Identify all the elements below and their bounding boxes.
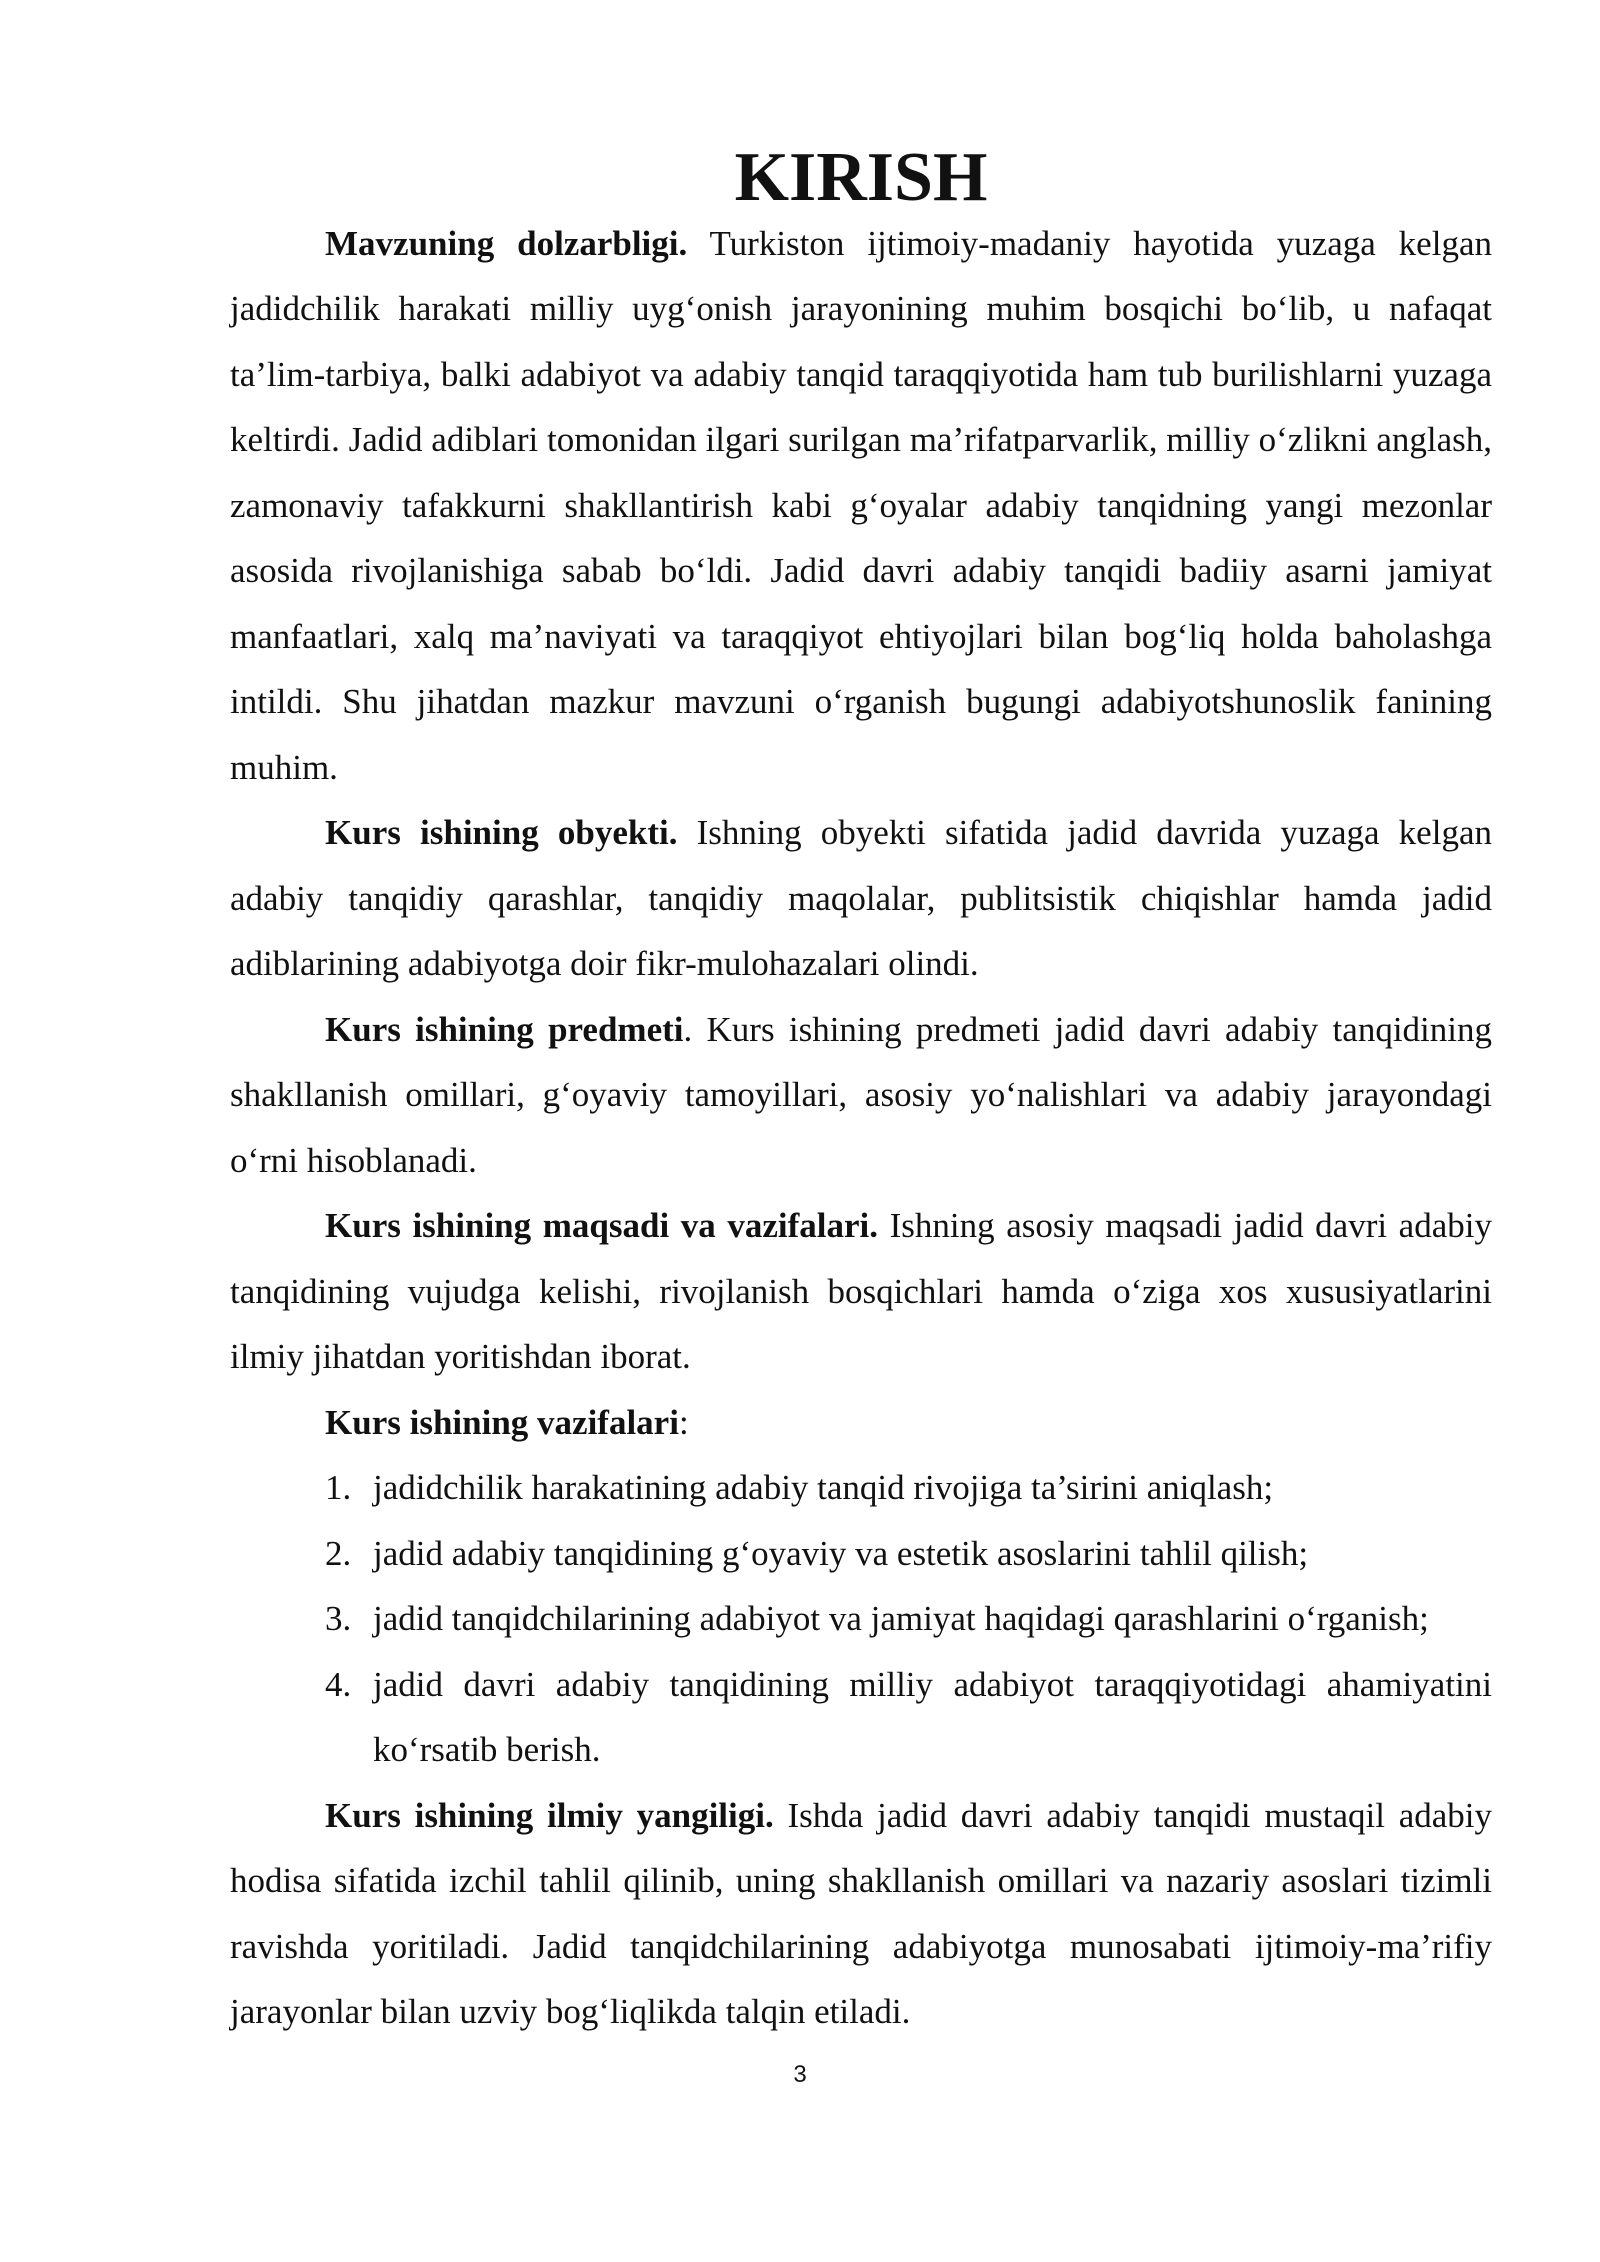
list-item: [230, 1586, 1492, 1652]
paragraph-relevance: [230, 211, 1492, 801]
list-item: [230, 1521, 1492, 1587]
page-title: KIRISH: [734, 139, 988, 216]
novelty-text: Ishda jadid davri adabiy tanqidi mustaqil adabiy hodisa sifatida izchil tahlil qilinib, uning shakllanish omillari va nazariy asoslari tizimli ravishda yoritiladi. Jadid tanqidchilarining adabiyotga munosabati ijtimoiy-ma’rifiy jarayonlar bilan uzviy bog‘liqlikda talqin etiladi.: [230, 1795, 1492, 2031]
list-item-number: 2.: [325, 1533, 352, 1573]
paragraph-goal: [230, 1193, 1492, 1390]
paragraph-subject: [230, 997, 1492, 1194]
list-item-text: jadid davri adabiy tanqidining milliy adabiyot taraqqiyotidagi ahamiyatini ko‘rsatib berish.: [373, 1664, 1492, 1769]
list-item-text: jadid adabiy tanqidining g‘oyaviy va estetik asoslarini tahlil qilish;: [373, 1533, 1309, 1573]
list-item-text: jadidchilik harakatining adabiy tanqid rivojiga ta’sirini aniqlash;: [373, 1468, 1274, 1507]
list-item-text: jadid tanqidchilarining adabiyot va jamiyat haqidagi qarashlarini o‘rganish;: [373, 1599, 1429, 1638]
subject-heading: Kurs ishining predmeti: [325, 1009, 684, 1049]
page-number: 3: [793, 2061, 807, 2088]
tasks-heading-line: [230, 1390, 1492, 1456]
document-page: [230, 139, 1492, 2045]
goal-text: Ishning asosiy maqsadi jadid davri adabiy tanqidining vujudga kelishi, rivojlanish bosqichlari hamda o‘ziga xos xususiyatlarini ilmiy jihatdan yoritishdan iborat.: [230, 1206, 1492, 1376]
tasks-heading-colon: :: [678, 1402, 689, 1442]
object-text: Ishning obyekti sifatida jadid davrida yuzaga kelgan adabiy tanqidiy qarashlar, tanqidiy maqolalar, publitsistik chiqishlar hamda jadid adiblarining adabiyotga doir fikr-mulohazalari olindi.: [230, 813, 1492, 983]
tasks-heading: Kurs ishining vazifalari: [325, 1402, 679, 1442]
relevance-text: Turkiston ijtimoiy-madaniy hayotida yuzaga kelgan jadidchilik harakati milliy uyg‘onish jarayonining muhim bosqichi bo‘lib, u nafaqat ta’lim-tarbiya, balki adabiyot va adabiy tanqid taraqqiyotida ham tub burilishlarni yuzaga keltirdi. Jadid adiblari tomonidan ilgari surilgan ma’rifatparvarlik, milliy o‘zlikni anglash, zamonaviy tafakkurni shakllantirish kabi g‘oyalar adabiy tanqidning yangi mezonlar asosida rivojlanishiga sabab bo‘ldi. Jadid davri adabiy tanqidi badiiy asarni jamiyat manfaatlari, xalq ma’naviyati va taraqqiyot ehtiyojlari bilan bog‘liq holda baholashga intildi. Shu jihatdan mazkur mavzuni o‘rganish bugungi adabiyotshunoslik fanining muhim.: [230, 223, 1492, 787]
object-heading: Kurs ishining obyekti.: [325, 813, 678, 852]
list-item-number: 3.: [325, 1599, 352, 1638]
list-item: [230, 1455, 1492, 1521]
goal-heading: Kurs ishining maqsadi va vazifalari.: [325, 1206, 879, 1245]
paragraph-novelty: [230, 1783, 1492, 2045]
relevance-heading: Mavzuning dolzarbligi.: [325, 223, 688, 263]
list-item-number: 1.: [325, 1468, 352, 1507]
paragraph-object: [230, 800, 1492, 997]
subject-text: . Kurs ishining predmeti jadid davri adabiy tanqidining shakllanish omillari, g‘oyaviy tamoyillari, asosiy yo‘nalishlari va adabiy jarayondagi o‘rni hisoblanadi.: [230, 1009, 1492, 1180]
list-item: [230, 1652, 1492, 1783]
novelty-heading: Kurs ishining ilmiy yangiligi.: [325, 1795, 774, 1835]
list-item-number: 4.: [325, 1664, 352, 1704]
tasks-list: [230, 1455, 1492, 1783]
